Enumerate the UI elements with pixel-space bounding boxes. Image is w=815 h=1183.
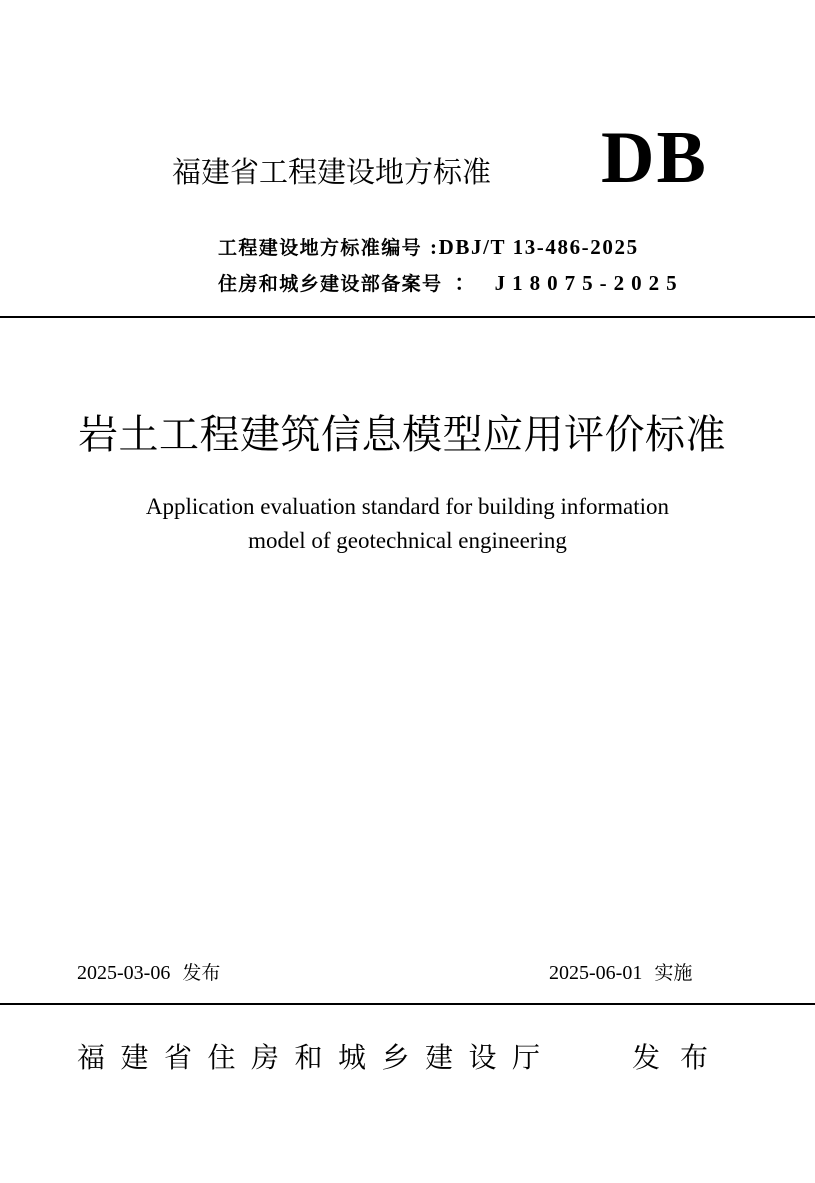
filing-code-value: ： J18075-2025 [454,271,684,295]
local-standard-code-row [218,233,639,260]
db-mark: DB [601,117,708,199]
title-english-line1: Application evaluation standard for building information [145,494,670,519]
issue-date-block [77,958,220,985]
issue-label: 发布 [182,962,221,984]
issue-date: 2025-03-06 [77,962,171,984]
top-divider [0,316,815,318]
bottom-divider [0,1003,815,1005]
publisher: 福建省住房和城乡建设厅 [77,1041,556,1074]
local-standard-code-value: :DBJ/T 13-486-2025 [430,235,639,259]
standard-type: 福建省工程建设地方标准 [172,155,492,189]
implement-date: 2025-06-01 [549,962,643,984]
implement-label: 实施 [654,962,693,984]
filing-code-row [218,267,684,297]
publish-word: 发布 [632,1041,729,1074]
local-standard-code-label: 工程建设地方标准编号 [218,237,423,259]
title-chinese: 岩土工程建筑信息模型应用评价标准 [78,412,726,458]
title-english-line2: model of geotechnical engineering [248,528,567,553]
filing-code-label: 住房和城乡建设部备案号 [218,273,443,295]
implement-date-block [549,958,692,985]
